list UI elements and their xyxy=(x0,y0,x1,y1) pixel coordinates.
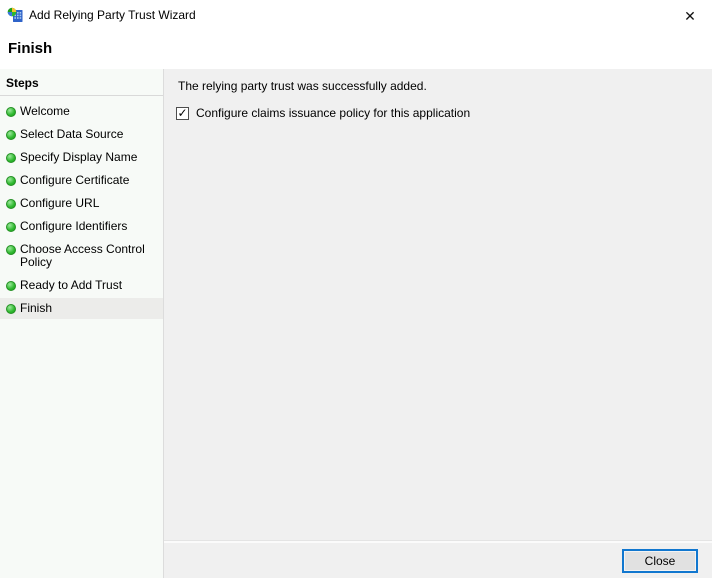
adfs-wizard-icon xyxy=(7,7,23,23)
configure-claims-checkbox-label[interactable]: Configure claims issuance policy for this application xyxy=(196,106,471,120)
step-label: Ready to Add Trust xyxy=(20,278,123,292)
content-pane xyxy=(164,69,712,578)
configure-claims-checkbox[interactable] xyxy=(176,107,189,120)
close-button[interactable]: Close xyxy=(622,549,698,573)
page-title: Finish xyxy=(8,40,53,57)
step-label: Finish xyxy=(20,301,53,315)
main-area xyxy=(0,69,712,578)
step-label: Configure Identifiers xyxy=(20,219,128,233)
step-label: Configure Certificate xyxy=(20,173,130,187)
step-item-configure-certificate xyxy=(0,170,163,191)
steps-header: Steps xyxy=(0,69,163,96)
steps-sidebar xyxy=(0,69,164,578)
step-item-specify-display-name xyxy=(0,147,163,168)
step-item-select-data-source xyxy=(0,124,163,145)
step-label: Choose Access Control Policy xyxy=(20,242,145,269)
step-label: Select Data Source xyxy=(20,127,124,141)
step-item-welcome xyxy=(0,101,163,122)
window-title: Add Relying Party Trust Wizard xyxy=(29,8,196,22)
close-window-icon[interactable]: ✕ xyxy=(684,7,696,24)
step-item-ready-to-add-trust xyxy=(0,275,163,296)
title-bar xyxy=(0,0,712,30)
step-item-finish xyxy=(0,298,163,319)
step-label: Welcome xyxy=(20,104,70,118)
configure-claims-checkbox-row xyxy=(176,106,470,120)
step-item-configure-identifiers xyxy=(0,216,163,237)
step-label: Configure URL xyxy=(20,196,100,210)
steps-list xyxy=(0,101,163,319)
step-label: Specify Display Name xyxy=(20,150,138,164)
step-item-configure-url xyxy=(0,193,163,214)
checkmark-icon: ✓ xyxy=(177,106,188,120)
button-bar xyxy=(164,541,712,578)
step-item-choose-access-control-policy xyxy=(0,239,163,273)
success-message: The relying party trust was successfully added. xyxy=(178,79,427,93)
